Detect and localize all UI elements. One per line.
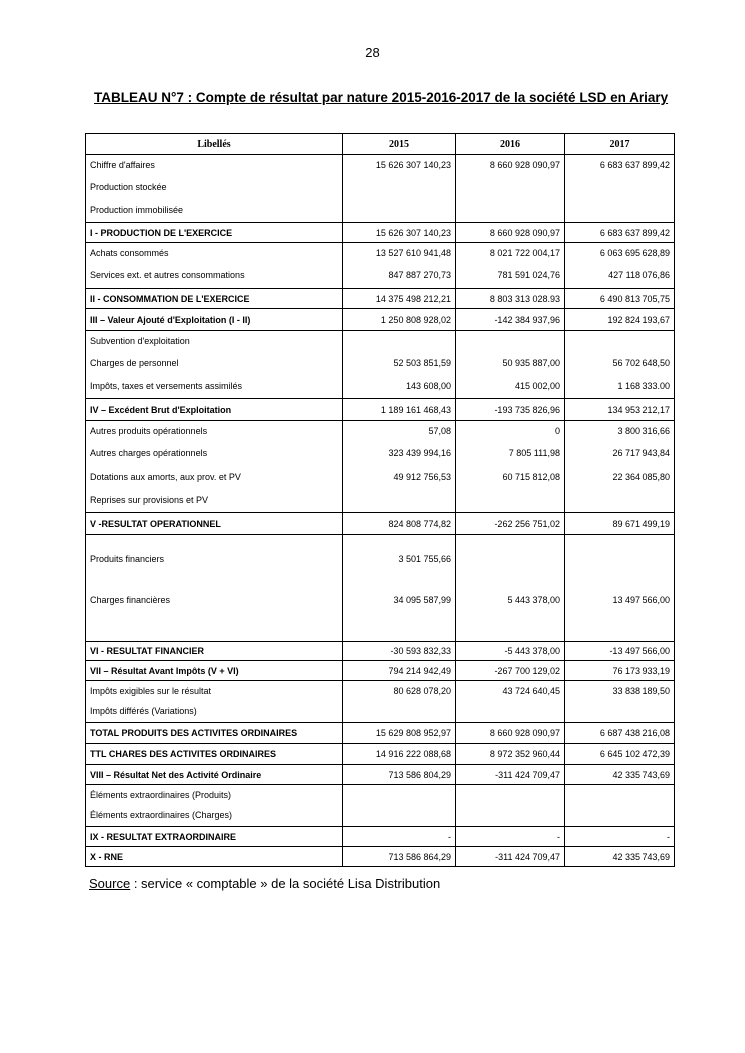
row-label: Éléments extraordinaires (Charges) [86, 805, 343, 827]
cell-2016 [456, 199, 565, 223]
header-libelles: Libellés [86, 134, 343, 155]
cell-2017 [565, 785, 675, 805]
cell-2017: 427 118 076,86 [565, 263, 675, 289]
table-total-row [86, 399, 675, 421]
table-total-row [86, 513, 675, 535]
table-row [86, 175, 675, 199]
cell-2017: 42 335 743,69 [565, 765, 675, 785]
page-number: 28 [365, 45, 380, 60]
cell-2017 [565, 805, 675, 827]
table-row [86, 441, 675, 465]
table-row [86, 681, 675, 701]
row-label: Impôts différés (Variations) [86, 701, 343, 723]
cell-2015: 49 912 756,53 [343, 465, 456, 489]
header-2017: 2017 [565, 134, 675, 155]
table-row [86, 583, 675, 617]
cell-2016: -193 735 826,96 [456, 399, 565, 421]
row-label: Production immobilisée [86, 199, 343, 223]
cell-2015: 34 095 587,99 [343, 583, 456, 617]
cell-2015: 323 439 994,16 [343, 441, 456, 465]
row-label: II - CONSOMMATION DE L'EXERCICE [86, 289, 343, 309]
cell-2017: 33 838 189,50 [565, 681, 675, 701]
row-label: Reprises sur provisions et PV [86, 489, 343, 513]
cell-2015: 824 808 774,82 [343, 513, 456, 535]
cell-2015: 57,08 [343, 421, 456, 441]
table-total-row [86, 289, 675, 309]
row-label: Charges financières [86, 583, 343, 617]
cell-2016: -311 424 709,47 [456, 847, 565, 867]
table-row [86, 701, 675, 723]
row-label: VII – Résultat Avant Impôts (V + VI) [86, 661, 343, 681]
cell-2017: 13 497 566,00 [565, 583, 675, 617]
cell-2017: 192 824 193,67 [565, 309, 675, 331]
row-label: VI - RESULTAT FINANCIER [86, 642, 343, 661]
cell-2015: 14 916 222 088,68 [343, 744, 456, 765]
cell-2016: 43 724 640,45 [456, 681, 565, 701]
table-total-row [86, 765, 675, 785]
cell-2016: 60 715 812,08 [456, 465, 565, 489]
cell-2017: 26 717 943,84 [565, 441, 675, 465]
table-row [86, 489, 675, 513]
cell-2015: 847 887 270,73 [343, 263, 456, 289]
cell-2015: 713 586 864,29 [343, 847, 456, 867]
cell-2017: 3 800 316,66 [565, 421, 675, 441]
cell-2016 [456, 617, 565, 642]
cell-2016 [456, 331, 565, 351]
cell-2015 [343, 617, 456, 642]
cell-2016: 5 443 378,00 [456, 583, 565, 617]
cell-2017: 22 364 085,80 [565, 465, 675, 489]
table-total-row [86, 642, 675, 661]
table-row [86, 785, 675, 805]
cell-2015: 794 214 942,49 [343, 661, 456, 681]
cell-2017 [565, 331, 675, 351]
row-label: Impôts, taxes et versements assimilés [86, 375, 343, 399]
income-statement-table [85, 133, 675, 867]
cell-2017: 76 173 933,19 [565, 661, 675, 681]
cell-2016: 0 [456, 421, 565, 441]
source-label: Source [89, 876, 131, 891]
cell-2016 [456, 175, 565, 199]
cell-2016: 8 021 722 004,17 [456, 243, 565, 263]
table-row [86, 465, 675, 489]
cell-2016: 8 660 928 090,97 [456, 723, 565, 744]
cell-2017: 6 683 637 899,42 [565, 223, 675, 243]
row-label: TTL CHARES DES ACTIVITES ORDINAIRES [86, 744, 343, 765]
cell-2016 [456, 489, 565, 513]
cell-2015 [343, 175, 456, 199]
table-row [86, 351, 675, 375]
row-label: I - PRODUCTION DE L'EXERCICE [86, 223, 343, 243]
cell-2016: -267 700 129,02 [456, 661, 565, 681]
table-row [86, 199, 675, 223]
row-label: Autres produits opérationnels [86, 421, 343, 441]
cell-2017 [565, 617, 675, 642]
table-row [86, 421, 675, 441]
row-label: V -RESULTAT OPERATIONNEL [86, 513, 343, 535]
cell-2015: 80 628 078,20 [343, 681, 456, 701]
table-row [86, 375, 675, 399]
cell-2015: 15 626 307 140,23 [343, 223, 456, 243]
cell-2015: -30 593 832,33 [343, 642, 456, 661]
row-label: IV – Excédent Brut d'Exploitation [86, 399, 343, 421]
row-label: TOTAL PRODUITS DES ACTIVITES ORDINAIRES [86, 723, 343, 744]
cell-2017: 6 490 813 705,75 [565, 289, 675, 309]
cell-2017 [565, 535, 675, 583]
cell-2015: 713 586 804,29 [343, 765, 456, 785]
cell-2016: 781 591 024,76 [456, 263, 565, 289]
cell-2016: 8 660 928 090,97 [456, 155, 565, 175]
cell-2015: 15 629 808 952,97 [343, 723, 456, 744]
table-total-row [86, 723, 675, 744]
cell-2016: 8 660 928 090,97 [456, 223, 565, 243]
cell-2017: 1 168 333.00 [565, 375, 675, 399]
header-2015: 2015 [343, 134, 456, 155]
cell-2016 [456, 785, 565, 805]
table-row [86, 263, 675, 289]
cell-2017: 42 335 743,69 [565, 847, 675, 867]
table-body [86, 155, 675, 867]
cell-2015: 14 375 498 212,21 [343, 289, 456, 309]
row-label: Achats consommés [86, 243, 343, 263]
header-2016: 2016 [456, 134, 565, 155]
cell-2017: 6 645 102 472,39 [565, 744, 675, 765]
cell-2017: 6 063 695 628,89 [565, 243, 675, 263]
row-label [86, 617, 343, 642]
cell-2016: - [456, 827, 565, 847]
cell-2015 [343, 331, 456, 351]
table-header-row [86, 134, 675, 155]
cell-2017: 6 687 438 216,08 [565, 723, 675, 744]
row-label: Subvention d'exploitation [86, 331, 343, 351]
row-label: VIII – Résultat Net des Activité Ordinaire [86, 765, 343, 785]
cell-2017 [565, 199, 675, 223]
source-note [89, 876, 440, 891]
cell-2017: 6 683 637 899,42 [565, 155, 675, 175]
row-label: Chiffre d'affaires [86, 155, 343, 175]
row-label: Services ext. et autres consommations [86, 263, 343, 289]
cell-2015 [343, 199, 456, 223]
cell-2015 [343, 701, 456, 723]
cell-2016 [456, 535, 565, 583]
cell-2016: 8 972 352 960,44 [456, 744, 565, 765]
cell-2015: 1 250 808 928,02 [343, 309, 456, 331]
cell-2015: 143 608,00 [343, 375, 456, 399]
table-row [86, 535, 675, 583]
row-label: Impôts exigibles sur le résultat [86, 681, 343, 701]
table-total-row [86, 827, 675, 847]
cell-2016: 7 805 111,98 [456, 441, 565, 465]
cell-2015: 3 501 755,66 [343, 535, 456, 583]
cell-2016 [456, 805, 565, 827]
cell-2015: 13 527 610 941,48 [343, 243, 456, 263]
cell-2017: 89 671 499,19 [565, 513, 675, 535]
table-total-row [86, 744, 675, 765]
row-label: Éléments extraordinaires (Produits) [86, 785, 343, 805]
cell-2016: 415 002,00 [456, 375, 565, 399]
cell-2015: 15 626 307 140,23 [343, 155, 456, 175]
table-row [86, 805, 675, 827]
cell-2016: -262 256 751,02 [456, 513, 565, 535]
table-total-row [86, 661, 675, 681]
cell-2015 [343, 489, 456, 513]
cell-2015 [343, 805, 456, 827]
cell-2017: -13 497 566,00 [565, 642, 675, 661]
table-row [86, 617, 675, 642]
cell-2017: - [565, 827, 675, 847]
cell-2015: - [343, 827, 456, 847]
table-total-row [86, 847, 675, 867]
table-row [86, 243, 675, 263]
cell-2016: 8 803 313 028.93 [456, 289, 565, 309]
cell-2016: -311 424 709,47 [456, 765, 565, 785]
table-row [86, 155, 675, 175]
table-title: TABLEAU N°7 : Compte de résultat par nature 2015-2016-2017 de la société LSD en Ariary [94, 90, 669, 105]
cell-2015: 52 503 851,59 [343, 351, 456, 375]
table-row [86, 331, 675, 351]
source-text: : service « comptable » de la société Lisa Distribution [130, 876, 441, 891]
cell-2015 [343, 785, 456, 805]
cell-2017 [565, 489, 675, 513]
cell-2017 [565, 701, 675, 723]
row-label: Autres charges opérationnels [86, 441, 343, 465]
cell-2017: 56 702 648,50 [565, 351, 675, 375]
cell-2016: -5 443 378,00 [456, 642, 565, 661]
cell-2017 [565, 175, 675, 199]
cell-2015: 1 189 161 468,43 [343, 399, 456, 421]
row-label: IX - RESULTAT EXTRAORDINAIRE [86, 827, 343, 847]
table-total-row [86, 223, 675, 243]
row-label: Production stockée [86, 175, 343, 199]
row-label: Produits financiers [86, 535, 343, 583]
cell-2017: 134 953 212,17 [565, 399, 675, 421]
row-label: III – Valeur Ajouté d'Exploitation (I - II) [86, 309, 343, 331]
cell-2016 [456, 701, 565, 723]
row-label: Charges de personnel [86, 351, 343, 375]
cell-2016: -142 384 937,96 [456, 309, 565, 331]
row-label: Dotations aux amorts, aux prov. et PV [86, 465, 343, 489]
table-total-row [86, 309, 675, 331]
cell-2016: 50 935 887,00 [456, 351, 565, 375]
row-label: X - RNE [86, 847, 343, 867]
